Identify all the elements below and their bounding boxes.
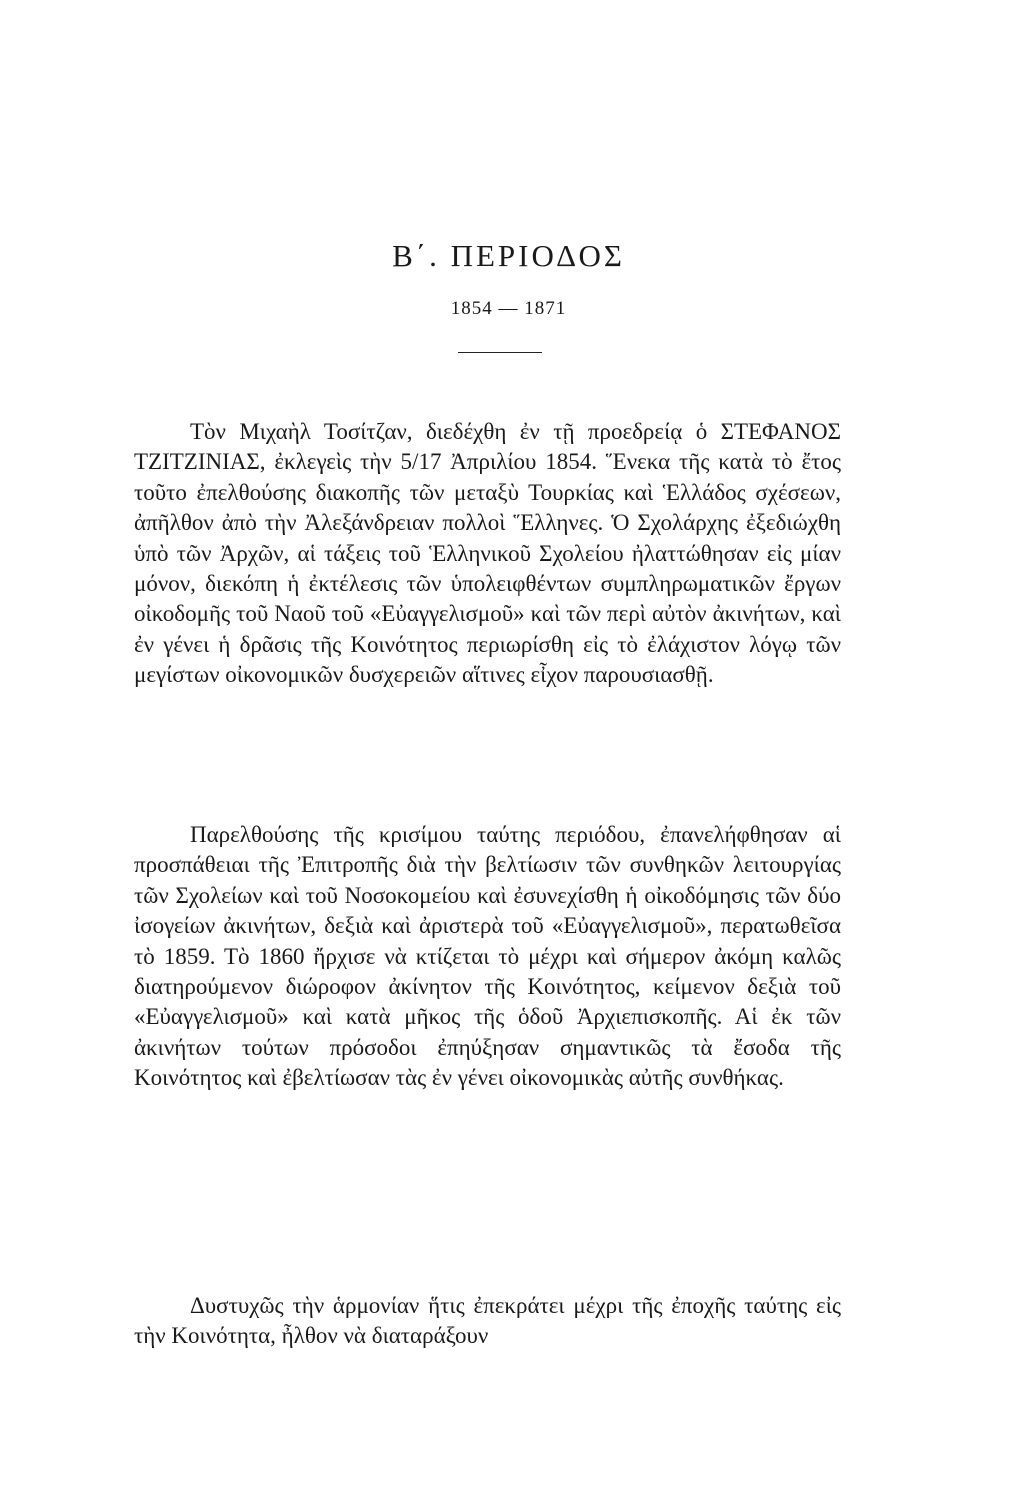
period-years: 1854 — 1871 <box>450 298 567 319</box>
paragraph-3: Δυστυχῶς τὴν ἁρμονίαν ἥτις ἐπεκράτει μέχρι τῆς ἐποχῆς ταύτης εἰς τὴν Κοινότητα, ἦλθον νὰ διαταράξουν <box>134 1293 841 1349</box>
section-title: Β΄. ΠΕΡΙΟΔΟΣ <box>392 238 625 273</box>
paragraph-1: Τὸν Μιχαὴλ Τοσίτζαν, διεδέχθη ἐν τῇ προεδρείᾳ ὁ ΣΤΕΦΑΝΟΣ ΤΖΙΤΖΙΝΙΑΣ, ἐκλεγεὶς τὴν 5/17 Ἀπριλίου 1854. Ἕνεκα τῆς κατὰ τὸ ἔτος τοῦτο ἐπελθούσης διακοπῆς τῶν μεταξὺ Τουρκίας καὶ Ἑλλάδος σχέσεων, ἀπῆλθον ἀπὸ τὴν Ἀλεξάνδρειαν πολλοὶ Ἕλληνες. Ὁ Σχολάρχης ἐξεδιώχθη ὑπὸ τῶν Ἀρχῶν, αἱ τάξεις τοῦ Ἑλληνικοῦ Σχολείου ἠλαττώθησαν εἰς μίαν μόνον, διεκόπη ἡ ἐκτέλεσις τῶν ὑπολειφθέντων συμπληρωματικῶν ἔργων οἰκοδομῆς τοῦ Ναοῦ τοῦ «Εὐαγγελισμοῦ» καὶ τῶν περὶ αὐτὸν ἀκινήτων, καὶ ἐν γένει ἡ δρᾶσις τῆς Κοινότητος περιωρίσθη εἰς τὸ ἐλάχιστον λόγῳ τῶν μεγίστων οἰκονομικῶν δυσχερειῶν αἵτινες εἶχον παρουσιασθῇ. <box>134 419 841 688</box>
paragraph-2: Παρελθούσης τῆς κρισίμου ταύτης περιόδου, ἐπανελήφθησαν αἱ προσπάθειαι τῆς Ἐπιτροπῆς διὰ τὴν βελτίωσιν τῶν συνθηκῶν λειτουργίας τῶν Σχολείων καὶ τοῦ Νοσοκομείου καὶ ἐσυνεχίσθη ἡ οἰκοδόμησις τῶν δύο ἰσογείων ἀκινήτων, δεξιὰ καὶ ἀριστερὰ τοῦ «Εὐαγγελισμοῦ», περατωθεῖσα τὸ 1859. Τὸ 1860 ἤρχισε νὰ κτίζεται τὸ μέχρι καὶ σήμερον ἀκόμη καλῶς διατηρούμενον διώροφον ἀκίνητον τῆς Κοινότητος, κείμενον δεξιὰ τοῦ «Εὐαγγελισμοῦ» καὶ κατὰ μῆκος τῆς ὁδοῦ Ἀρχιεπισκοπῆς. Αἱ ἐκ τῶν ἀκινήτων τούτων πρόσοδοι ἐπηύξησαν σημαντικῶς τὰ ἔσοδα τῆς Κοινότητος καὶ ἐβελτίωσαν τὰς ἐν γένει οἰκονομικὰς αὐτῆς συνθήκας. <box>134 822 841 1091</box>
divider <box>458 352 542 353</box>
